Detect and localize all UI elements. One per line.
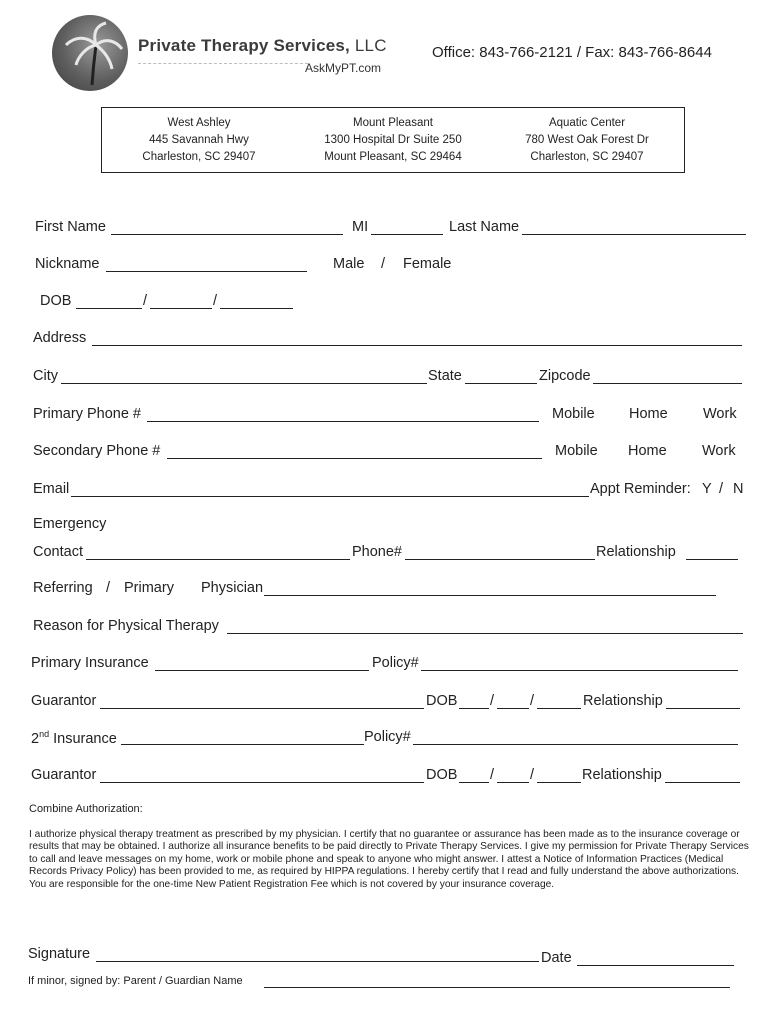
guarantor-label: Guarantor xyxy=(31,693,97,709)
guarantor-dob-day-field[interactable] xyxy=(497,708,529,709)
primary-policy-label: Policy# xyxy=(372,655,419,671)
emergency-label: Emergency xyxy=(33,516,107,532)
locations-box xyxy=(101,107,685,173)
reason-label: Reason for Physical Therapy xyxy=(33,618,219,634)
mi-label: MI xyxy=(352,219,369,235)
location-city: Mount Pleasant, SC 29464 xyxy=(324,151,462,163)
secondary-phone-label: Secondary Phone # xyxy=(33,443,161,459)
guarantor-label: Guarantor xyxy=(31,767,97,783)
second-guarantor-dob-year-field[interactable] xyxy=(537,782,581,783)
secondary-phone-row xyxy=(0,443,770,463)
state-field[interactable] xyxy=(465,383,537,384)
gender-separator: / xyxy=(381,256,386,272)
primary-insurance-field[interactable] xyxy=(155,670,369,671)
emergency-heading-row xyxy=(0,516,770,536)
last-name-field[interactable] xyxy=(522,234,746,235)
office-fax-numbers: Office: 843-766-2121 / Fax: 843-766-8644 xyxy=(432,44,712,61)
physician-field[interactable] xyxy=(264,595,716,596)
first-name-field[interactable] xyxy=(111,234,343,235)
name-row xyxy=(0,219,770,239)
guarantor-dob-year-field[interactable] xyxy=(537,708,581,709)
primary-phone-mobile-option[interactable]: Mobile xyxy=(552,406,595,422)
second-guarantor-relationship-label: Relationship xyxy=(582,767,662,783)
second-guarantor-row xyxy=(0,767,770,787)
primary-insurance-row xyxy=(0,655,770,675)
minor-label: If minor, signed by: Parent / Guardian Name xyxy=(28,975,243,987)
location-street: 445 Savannah Hwy xyxy=(149,134,249,146)
guarantor-dob-month-field[interactable] xyxy=(459,708,489,709)
authorization-text: I authorize physical therapy treatment as prescribed by my physician. I certify that no guarantee or assurance has been made as to the insurance coverage or results that may be obtained. I authorize all insurance benefits to be paid directly to Private Therapy Services. I give my permission for Private Therapy Services to call and leave messages on my home, work or mobile phone and speak to anyone who might answer. I attest a Notice of Information Practices (Medical Records Privacy Policy) has been provided to me, as required by HIPPA regulations. I hereby certify that I read and fully understand the above authorizations. You are responsible for the one-time New Patient Registration Fee which is not covered by your insurance coverage. xyxy=(29,829,749,890)
dob-separator: / xyxy=(213,293,218,309)
guardian-name-field[interactable] xyxy=(264,987,730,988)
male-option[interactable]: Male xyxy=(333,256,365,272)
city-row xyxy=(0,368,770,388)
emergency-contact-row xyxy=(0,544,770,564)
location-name: Mount Pleasant xyxy=(353,117,433,129)
signature-date-field[interactable] xyxy=(577,965,734,966)
secondary-phone-home-option[interactable]: Home xyxy=(628,443,667,459)
nickname-row xyxy=(0,256,770,276)
physician-row xyxy=(0,580,770,600)
primary-phone-label: Primary Phone # xyxy=(33,406,141,422)
zipcode-field[interactable] xyxy=(593,383,742,384)
dob-separator: / xyxy=(530,767,535,783)
emergency-contact-field[interactable] xyxy=(86,559,350,560)
primary-phone-home-option[interactable]: Home xyxy=(629,406,668,422)
dob-row xyxy=(0,293,770,313)
second-guarantor-dob-label: DOB xyxy=(426,767,458,783)
company-name: Private Therapy Services, LLC xyxy=(138,36,387,55)
emergency-relationship-field[interactable] xyxy=(686,559,738,560)
second-policy-label: Policy# xyxy=(364,729,411,745)
dob-label: DOB xyxy=(40,293,72,309)
secondary-phone-field[interactable] xyxy=(167,458,542,459)
signature-label: Signature xyxy=(28,946,91,962)
second-guarantor-dob-month-field[interactable] xyxy=(459,782,489,783)
second-policy-field[interactable] xyxy=(413,744,738,745)
address-label: Address xyxy=(33,330,87,346)
location-west-ashley xyxy=(102,115,296,166)
female-option[interactable]: Female xyxy=(403,256,452,272)
last-name-label: Last Name xyxy=(449,219,520,235)
email-row xyxy=(0,481,770,501)
appt-reminder-label: Appt Reminder: xyxy=(590,481,691,497)
first-name-label: First Name xyxy=(35,219,106,235)
emergency-phone-label: Phone# xyxy=(352,544,402,560)
primary-label: Primary xyxy=(124,580,174,596)
signature-row xyxy=(0,946,770,966)
dob-year-field[interactable] xyxy=(220,308,293,309)
nickname-label: Nickname xyxy=(35,256,100,272)
reason-field[interactable] xyxy=(227,633,743,634)
emergency-phone-field[interactable] xyxy=(405,559,595,560)
guarantor-row xyxy=(0,693,770,713)
second-insurance-field[interactable] xyxy=(121,744,364,745)
secondary-phone-work-option[interactable]: Work xyxy=(702,443,736,459)
location-aquatic-center xyxy=(490,115,684,166)
dob-separator: / xyxy=(530,693,535,709)
dob-separator: / xyxy=(490,767,495,783)
second-guarantor-dob-day-field[interactable] xyxy=(497,782,529,783)
location-street: 780 West Oak Forest Dr xyxy=(525,134,649,146)
minor-row xyxy=(0,975,770,995)
contact-label: Contact xyxy=(33,544,83,560)
state-label: State xyxy=(428,368,462,384)
primary-phone-field[interactable] xyxy=(147,421,539,422)
referring-label: Referring xyxy=(33,580,93,596)
second-guarantor-field[interactable] xyxy=(100,782,424,783)
dob-day-field[interactable] xyxy=(150,308,212,309)
physician-label: Physician xyxy=(201,580,264,596)
appt-reminder-yes[interactable]: Y xyxy=(702,481,712,497)
city-field[interactable] xyxy=(61,383,427,384)
location-mount-pleasant xyxy=(296,115,490,166)
guarantor-field[interactable] xyxy=(100,708,424,709)
company-website[interactable]: AskMyPT.com xyxy=(305,61,382,75)
primary-phone-row xyxy=(0,406,770,426)
second-guarantor-relationship-field[interactable] xyxy=(665,782,740,783)
primary-phone-work-option[interactable]: Work xyxy=(703,406,737,422)
location-name: West Ashley xyxy=(167,117,231,129)
emergency-relationship-label: Relationship xyxy=(596,544,676,560)
guarantor-relationship-field[interactable] xyxy=(666,708,740,709)
header-divider xyxy=(138,63,308,64)
guarantor-relationship-label: Relationship xyxy=(583,693,663,709)
address-row xyxy=(0,330,770,350)
email-label: Email xyxy=(33,481,70,497)
location-name: Aquatic Center xyxy=(548,117,626,129)
appt-reminder-separator: / xyxy=(719,481,724,497)
location-city: Charleston, SC 29407 xyxy=(530,151,644,163)
palm-tree-logo xyxy=(52,15,128,91)
location-street: 1300 Hospital Dr Suite 250 xyxy=(324,134,462,146)
palm-tree-icon xyxy=(52,15,128,91)
signature-date-label: Date xyxy=(541,950,572,966)
dob-month-field[interactable] xyxy=(76,308,142,309)
second-insurance-row xyxy=(0,729,770,749)
primary-policy-field[interactable] xyxy=(421,670,738,671)
mi-field[interactable] xyxy=(371,234,443,235)
dob-separator: / xyxy=(490,693,495,709)
city-label: City xyxy=(33,368,58,384)
location-city: Charleston, SC 29407 xyxy=(142,151,256,163)
primary-insurance-label: Primary Insurance xyxy=(31,655,149,671)
zipcode-label: Zipcode xyxy=(539,368,591,384)
appt-reminder-no[interactable]: N xyxy=(733,481,744,497)
nickname-field[interactable] xyxy=(106,271,307,272)
signature-field[interactable] xyxy=(96,961,539,962)
email-field[interactable] xyxy=(71,496,589,497)
second-insurance-label: 2nd Insurance xyxy=(31,729,117,747)
dob-separator: / xyxy=(143,293,148,309)
reason-row xyxy=(0,618,770,638)
physician-separator: / xyxy=(106,580,111,596)
address-field[interactable] xyxy=(92,345,742,346)
guarantor-dob-label: DOB xyxy=(426,693,458,709)
authorization-heading: Combine Authorization: xyxy=(29,803,143,815)
secondary-phone-mobile-option[interactable]: Mobile xyxy=(555,443,598,459)
